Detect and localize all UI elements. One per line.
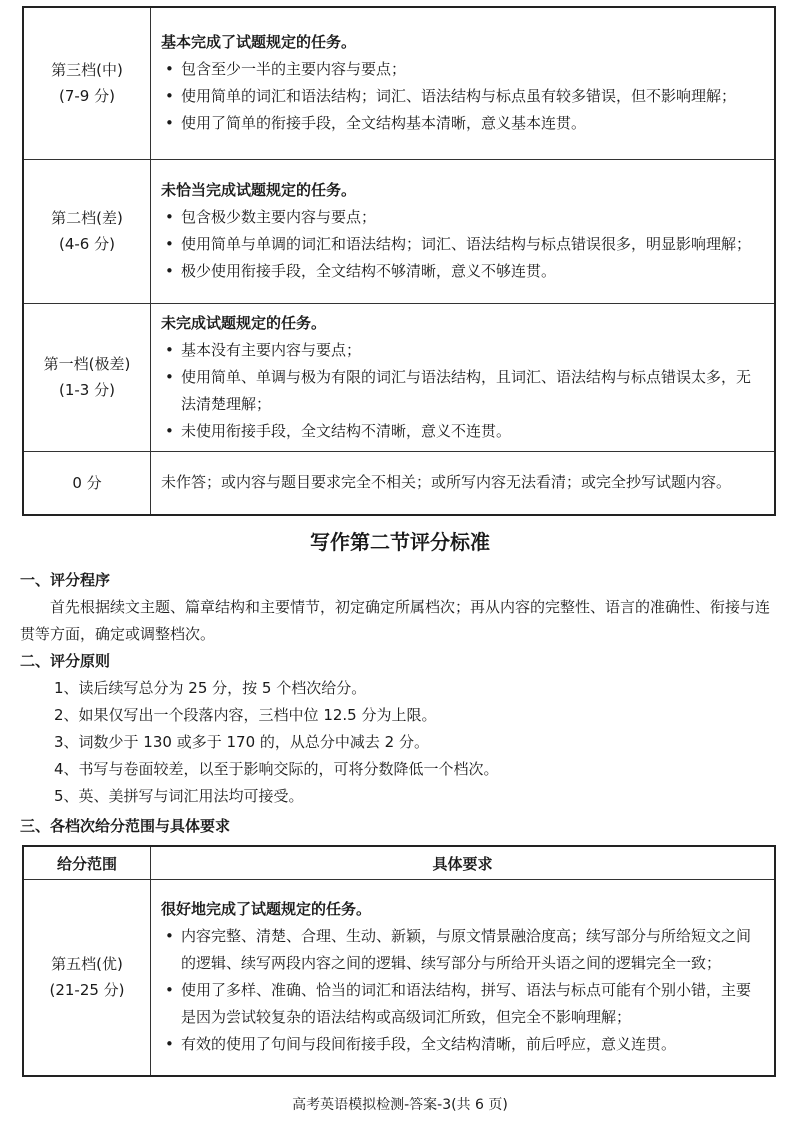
table-row (23, 451, 775, 515)
grade-cell (23, 880, 151, 1076)
requirement-item: • 基本没有主要内容与要点； (161, 337, 764, 364)
requirement-list (161, 204, 764, 285)
requirement-list (161, 337, 764, 445)
table-row (23, 303, 775, 451)
grade-range: (21-25 分) (49, 981, 125, 1000)
requirement-item: • 包含极少数主要内容与要点； (161, 204, 764, 231)
scoring-procedure-section (20, 567, 780, 648)
grade-range: (7-9 分) (59, 87, 115, 106)
grade-cell (23, 7, 151, 159)
requirement-cell (151, 880, 776, 1076)
requirement-heading: 未完成试题规定的任务。 (161, 313, 327, 332)
requirement-cell: 未作答；或内容与题目要求完全不相关；或所写内容无法看清；或完全抄写试题内容。 (151, 451, 776, 515)
grade-cell (23, 303, 151, 451)
requirement-cell (151, 7, 776, 159)
scoring-principles-section (20, 648, 780, 810)
list-item: 3、词数少于 130 或多于 170 的，从总分中减去 2 分。 (54, 733, 429, 751)
section-heading: 一、评分程序 (20, 571, 111, 589)
requirement-heading: 基本完成了试题规定的任务。 (161, 33, 357, 52)
scoring-table-part2 (22, 845, 776, 1077)
table-row (23, 880, 775, 1076)
requirement-item: • 使用简单、单调与极为有限的词汇与语法结构，且词汇、语法结构与标点错误太多，无法清楚理解； (161, 364, 764, 418)
grade-name: 第二档(差) (51, 209, 123, 227)
section-heading: 三、各档次给分范围与具体要求 (20, 817, 231, 835)
requirement-item: • 未使用衔接手段，全文结构不清晰，意义不连贯。 (161, 418, 764, 445)
requirement-heading: 很好地完成了试题规定的任务。 (161, 900, 372, 919)
requirement-item: • 极少使用衔接手段，全文结构不够清晰，意义不够连贯。 (161, 258, 764, 285)
table-header-row (23, 846, 775, 880)
scoring-table-part1 (22, 6, 776, 516)
grade-range: (1-3 分) (59, 381, 115, 399)
requirement-cell (151, 159, 776, 303)
page-footer: 高考英语模拟检测-答案-3(共 6 页) (292, 1097, 508, 1113)
grade-name: 第五档(优) (51, 955, 123, 974)
column-header: 给分范围 (23, 846, 151, 880)
table-row (23, 7, 775, 159)
grade-name: 第一档(极差) (43, 355, 131, 373)
table-row (23, 159, 775, 303)
grade-range: (4-6 分) (59, 235, 115, 253)
requirement-heading: 未恰当完成试题规定的任务。 (161, 181, 357, 199)
list-item: 5、英、美拼写与词汇用法均可接受。 (54, 787, 304, 805)
grade-name: 第三档(中) (51, 61, 123, 80)
section-title: 写作第二节评分标准 (310, 530, 490, 554)
requirement-item: • 使用了多样、准确、恰当的词汇和语法结构，拼写、语法与标点可能有个别小错，主要是因为尝试较复杂的语法结构或高级词汇所致，但完全不影响理解； (161, 977, 764, 1031)
grade-cell: 0 分 (23, 451, 151, 515)
requirement-item: • 内容完整、清楚、合理、生动、新颖，与原文情景融洽度高；续写部分与所给短文之间的逻辑、续写两段内容之间的逻辑、续写部分与所给开头语之间的逻辑完全一致； (161, 923, 764, 977)
requirement-item: • 有效的使用了句间与段间衔接手段，全文结构清晰，前后呼应，意义连贯。 (161, 1031, 764, 1058)
grade-cell (23, 159, 151, 303)
section-paragraph: 首先根据续文主题、篇章结构和主要情节，初定确定所属档次；再从内容的完整性、语言的准确性、衔接与连贯等方面，确定或调整档次。 (20, 598, 771, 643)
requirement-cell (151, 303, 776, 451)
requirement-item: • 使用了简单的衔接手段，全文结构基本清晰，意义基本连贯。 (161, 110, 764, 137)
requirement-list (161, 56, 764, 137)
grade-range-section (20, 813, 780, 840)
list-item: 4、书写与卷面较差，以至于影响交际的，可将分数降低一个档次。 (54, 760, 499, 778)
requirement-item: • 使用简单的词汇和语法结构；词汇、语法结构与标点虽有较多错误，但不影响理解； (161, 83, 764, 110)
list-item: 1、读后续写总分为 25 分，按 5 个档次给分。 (54, 679, 367, 697)
list-item: 2、如果仅写出一个段落内容，三档中位 12.5 分为上限。 (54, 706, 437, 724)
requirement-item: • 包含至少一半的主要内容与要点； (161, 56, 764, 83)
section-heading: 二、评分原则 (20, 652, 111, 670)
column-header: 具体要求 (151, 846, 776, 880)
requirement-item: • 使用简单与单调的词汇和语法结构；词汇、语法结构与标点错误很多，明显影响理解； (161, 231, 764, 258)
requirement-list (161, 923, 764, 1058)
